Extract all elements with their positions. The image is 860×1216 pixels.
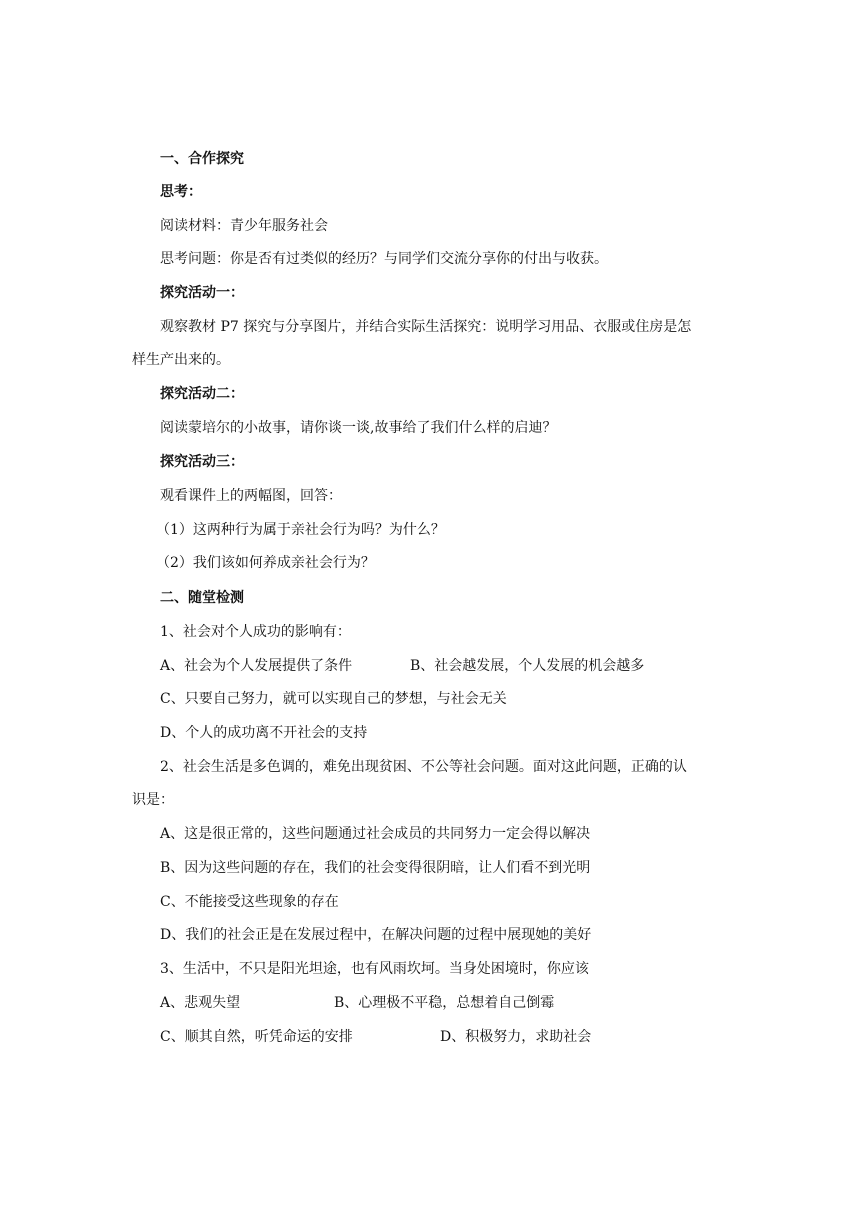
think-label: 思考： xyxy=(160,184,202,200)
quiz-q1-option-d: D、个人的成功离不开社会的支持 xyxy=(160,725,368,741)
quiz-q3-option-c: C、顺其自然，听凭命运的安排 xyxy=(160,1029,353,1045)
quiz-q3-stem: 3、生活中，不只是阳光坦途，也有风雨坎坷。当身处困境时，你应该 xyxy=(160,961,589,977)
read-material-line: 阅读材料：青少年服务社会 xyxy=(160,218,328,234)
quiz-q3-option-b: B、心理极不平稳，总想着自己倒霉 xyxy=(334,995,555,1011)
quiz-q2-stem-line2: 识是： xyxy=(132,792,174,808)
activity3-title: 探究活动三： xyxy=(160,454,244,470)
quiz-q2-option-c: C、不能接受这些现象的存在 xyxy=(160,894,339,910)
quiz-q2-option-d: D、我们的社会正是在发展过程中，在解决问题的过程中展现她的美好 xyxy=(160,927,592,943)
activity3-question-1: （1）这两种行为属于亲社会行为吗？为什么？ xyxy=(156,522,445,538)
activity1-title: 探究活动一： xyxy=(160,285,244,301)
activity1-text-line1: 观察教材 P7 探究与分享图片，并结合实际生活探究：说明学习用品、衣服或住房是怎 xyxy=(160,319,692,335)
activity1-text-line2: 样生产出来的。 xyxy=(132,352,230,368)
quiz-q1-stem: 1、社会对个人成功的影响有： xyxy=(160,624,351,640)
quiz-q2-option-b: B、因为这些问题的存在，我们的社会变得很阴暗，让人们看不到光明 xyxy=(160,860,591,876)
section-heading-cooperative-inquiry: 一、合作探究 xyxy=(160,151,244,167)
activity2-text: 阅读蒙培尔的小故事，请你谈一谈,故事给了我们什么样的启迪？ xyxy=(160,420,557,436)
quiz-q1-option-c: C、只要自己努力，就可以实现自己的梦想，与社会无关 xyxy=(160,691,507,707)
activity2-title: 探究活动二： xyxy=(160,386,244,402)
think-question-line: 思考问题：你是否有过类似的经历？与同学们交流分享你的付出与收获。 xyxy=(160,251,608,267)
section-heading-quiz: 二、随堂检测 xyxy=(160,590,244,606)
quiz-q2-stem-line1: 2、社会生活是多色调的，难免出现贫困、不公等社会问题。面对这此问题，正确的认 xyxy=(160,759,687,775)
activity3-question-2: （2）我们该如何养成亲社会行为？ xyxy=(156,555,375,571)
quiz-q1-option-a: A、社会为个人发展提供了条件 xyxy=(160,658,353,674)
quiz-q3-option-d: D、积极努力，求助社会 xyxy=(440,1029,592,1045)
quiz-q2-option-a: A、这是很正常的，这些问题通过社会成员的共同努力一定会得以解决 xyxy=(160,826,591,842)
quiz-q1-option-b: B、社会越发展，个人发展的机会越多 xyxy=(410,658,645,674)
activity3-intro: 观看课件上的两幅图，回答： xyxy=(160,488,342,504)
quiz-q3-option-a: A、悲观失望 xyxy=(160,995,241,1011)
